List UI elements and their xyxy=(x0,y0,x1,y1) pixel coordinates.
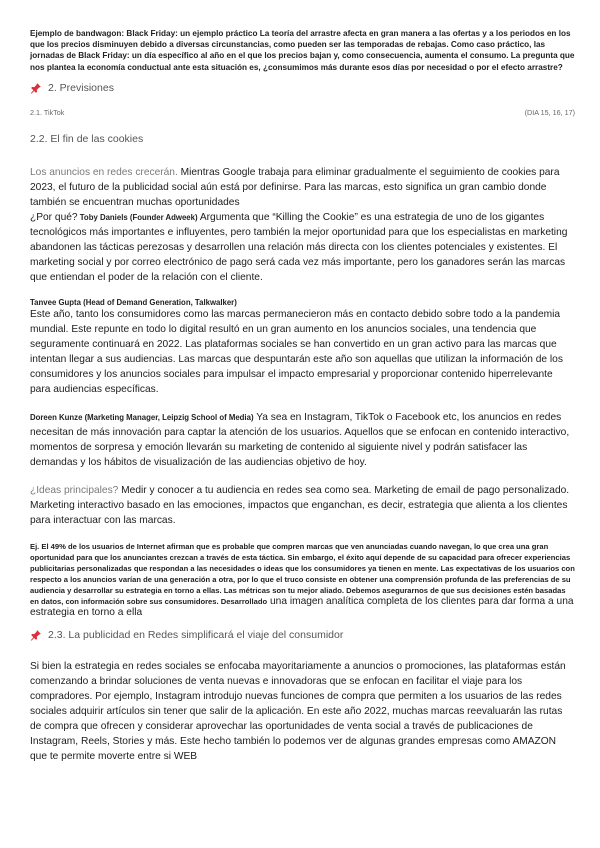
paragraph-viaje: Si bien la estrategia en redes sociales se enfocaba mayoritariamente a anuncios o promociones, las plataformas están comenzando a brindar soluciones de venta nuevas e innovadoras que se enfocan en facilitar el viaje para los compradores. Por ejemplo, Instagram introdujo nuevas funciones de compra que permiten a los usuarios de las redes sociales adquirir artículos sin tener que salir de la aplicación. En este año 2022, muchas marcas reevaluarán las rutas de compra que ofrecen y considerar aprovechar las oportunidades de venta social a través de publicaciones de Instagram, Reels, Stories y más. Este hecho también lo podemos ver de algunas grandes empresas como AMAZON que te permite moverte entre si WEB xyxy=(30,660,566,762)
paragraph-lead: ¿Ideas principales? xyxy=(30,484,119,496)
section-title: 2. Previsiones xyxy=(48,81,114,94)
author-name: Toby Daniels (Founder Adweek) xyxy=(77,212,198,222)
subheading-reference: (DIA 15, 16, 17) xyxy=(524,107,575,117)
paragraph-lead: ¿Por qué? xyxy=(30,211,78,223)
paragraph-text: Ya sea en Instagram, TikTok o Facebook etc, los anuncios en redes necesitan de más innovación para captar la atención de los usuarios. Aquellos que se enfocan en contenido interactivo, momentos de sorpresa y emoción llevarán su marketing de contenido al siguiente nivel y podrán satisfacer las demandas y los hábitos de visualización de las audiencias objetivo de hoy. xyxy=(30,411,570,468)
subheading-title: 2.1. TikTok xyxy=(30,107,65,117)
section-title: 2.3. La publicidad en Redes simplificará el viaje del consumidor xyxy=(48,628,344,641)
paragraph-ejemplo xyxy=(30,541,575,618)
paragraph-text: Medir y conocer a tu audiencia en redes sea como sea. Marketing de email de pago personalizado. Marketing interactivo basado en las emociones, impactos que enganchan, es decir, estrategia que alienta a los clientes para interactuar con las marcas. xyxy=(30,484,570,526)
pushpin-icon xyxy=(30,82,42,94)
paragraph-lead: Los anuncios en redes crecerán. xyxy=(30,166,178,178)
paragraph-text: Mientras Google trabaja para eliminar gradualmente el seguimiento de cookies para 2023, el futuro de la publicidad social aún está por definirse. Para las marcas, esto significa un gran cambio donde también se encuentran muchas oportunidades xyxy=(30,166,560,208)
section-heading-previsiones xyxy=(30,82,575,94)
paragraph-gupta: Este año, tanto los consumidores como las marcas permanecieron más en contacto debido sobre todo a la pandemia mundial. Este repunte en todo lo digital resultó en un gran aumento en los anuncios sociales, una tendencia que seguramente continuará en 2022. Las plataformas sociales se han convertido en un gran activo para las marcas que intentan llegar a sus audiencias. Las marcas que despuntarán este año son aquellas que utilizan la información de los consumidores y los anuncios sociales para impulsar el impacto empresarial y proporcionar contenido hiperrelevante para audiencias específicas. xyxy=(30,308,563,395)
paragraph-ideas xyxy=(30,483,575,528)
author-name: Doreen Kunze (Marketing Manager, Leipzig School of Media) xyxy=(30,412,254,422)
paragraph-anuncios xyxy=(30,165,575,210)
intro-paragraph: Ejemplo de bandwagon: Black Friday: un ejemplo práctico La teoría del arrastre afecta en gran manera a las ofertas y a los periodos en los que los precios disminuyen debido a diversas circunstancias, como pueden ser las temporadas de rebajas. Como caso práctico, las jornadas de Black Friday: un día específico al año en el que los precios bajan y, como consecuencia, aumenta el consumo. La pregunta que nos plantea la economía conductual ante esta situación es, ¿consumimos más durante esos días por necesidad o por el efecto arrastre? xyxy=(30,29,575,72)
subheading-tiktok xyxy=(30,108,575,117)
paragraph-por-que xyxy=(30,210,575,285)
pushpin-icon xyxy=(30,629,42,641)
document-page xyxy=(30,28,575,764)
subheading-cookies: 2.2. El fin de las cookies xyxy=(30,132,144,145)
section-heading-publicidad xyxy=(30,629,575,641)
paragraph-kunze xyxy=(30,410,575,470)
author-name: Tanvee Gupta (Head of Demand Generation, Talkwalker) xyxy=(30,297,237,307)
paragraph-text: Argumenta que “Killing the Cookie” es una estrategia de uno de los gigantes tecnológicos más importantes e influyentes, pero también la mejor oportunidad para que los especialistas en marketing abandonen las tácticas perezosas y desarrollen una relación más directa con los clientes potenciales y existentes. El marketing social y por correo electrónico de pago será cada vez más importante, pero los ganadores serán las marcas que entiendan el poder de la relación con el cliente. xyxy=(30,211,568,283)
paragraph-text: Ej. El 49% de los usuarios de Internet afirman que es probable que compren marcas que ven anunciadas cuando navegan, lo que crea una gran oportunidad para que los anunciantes crezcan a través de esta táctica. Sin embargo, el éxito aquí depende de su capacidad para ofrecer experiencias publicitarias personalizadas que respondan a las necesidades o ideas que los consumidores ya tienen en mente. Las expectativas de los usuarios con respecto a los anuncios varían de una generación a otra, por lo que el truco consiste en obtener una comprensión profunda de las preferencias de su audiencia y desarrollar su estrategia en torno a ellas. Las métricas son tu mejor aliado. Debemos asegurarnos de que sus decisiones estén basadas en datos, con información sobre sus consumidores. Desarrollado xyxy=(30,541,575,606)
paragraph-end: una imagen analítica completa de los clientes para dar forma a una estrategia en torno a ella xyxy=(30,595,574,618)
